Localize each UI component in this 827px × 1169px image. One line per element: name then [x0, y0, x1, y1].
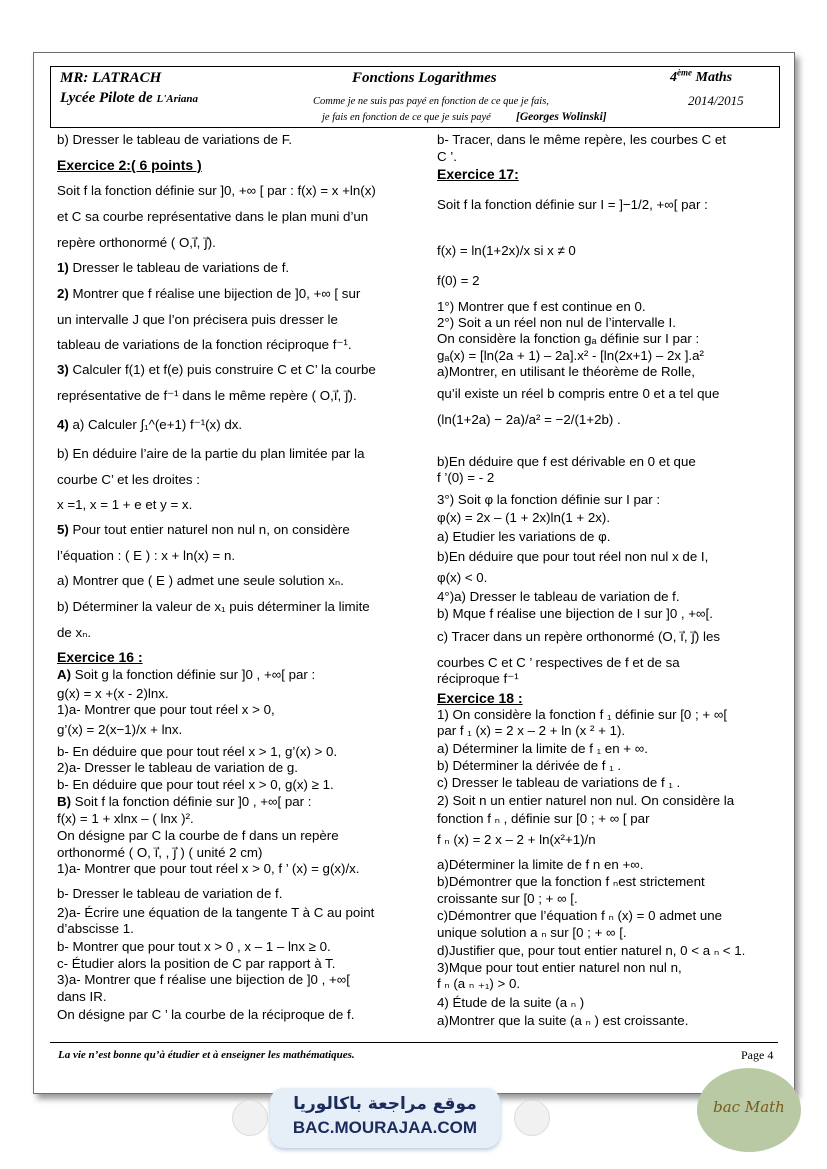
- left-line-text: et C sa courbe représentative dans le plan muni d’un: [57, 209, 369, 224]
- right-line-r10: [437, 364, 695, 380]
- left-line-text: b- Dresser le tableau de variation de f.: [57, 886, 283, 901]
- left-item-number: A): [57, 667, 72, 682]
- right-line-text: réciproque f⁻¹: [437, 671, 519, 686]
- right-line-r17: [437, 529, 610, 545]
- author-name: MR: LATRACH: [60, 70, 162, 86]
- left-line-text: 3)a- Montrer que f réalise une bijection de ]0 , +∞[: [57, 972, 350, 987]
- right-line-r20: [437, 589, 680, 605]
- school-main: Lycée Pilote de: [60, 90, 153, 106]
- left-line-text: l’équation : ( E ) : x + ln(x) = n.: [57, 548, 236, 563]
- left-line-text: repère orthonormé ( O,i⃗, j⃗).: [57, 235, 216, 250]
- right-line-r34: [437, 857, 643, 873]
- right-logo-icon: [514, 1100, 550, 1136]
- right-line-text: On considère la fonction gₐ définie sur I par :: [437, 331, 700, 346]
- right-line-text: φ(x) < 0.: [437, 570, 488, 585]
- left-line-l28: [57, 794, 312, 810]
- left-line-text: b- Montrer que pour tout x > 0 , x – 1 – lnx ≥ 0.: [57, 939, 331, 954]
- left-line-l0: [57, 132, 292, 148]
- right-line-r35: [437, 874, 705, 890]
- right-line-text: a) Etudier les variations de φ.: [437, 529, 611, 544]
- left-line-l19: [57, 625, 91, 641]
- left-item-number: B): [57, 794, 72, 809]
- right-line-r14: [437, 470, 494, 486]
- right-line-r22: [437, 629, 720, 645]
- left-line-l9: [57, 362, 376, 378]
- left-line-l22: [57, 686, 169, 702]
- right-line-text: fonction f ₙ , définie sur [0 ; + ∞ [ par: [437, 811, 650, 826]
- footer-rule: [50, 1042, 778, 1043]
- left-logo-icon: [232, 1100, 268, 1136]
- right-line-r4: [437, 243, 576, 259]
- left-line-l5: [57, 260, 289, 276]
- left-line-text: représentative de f⁻¹ dans le même repère ( O,i⃗, j⃗).: [57, 388, 357, 403]
- left-line-text: b- En déduire que pour tout réel x > 1, g’(x) > 0.: [57, 744, 338, 759]
- left-line-l24: [57, 722, 182, 738]
- right-line-r12: [437, 412, 621, 428]
- right-line-text: a)Déterminer la limite de f n en +∞.: [437, 857, 644, 872]
- left-line-text: de xₙ.: [57, 625, 92, 640]
- right-line-r26: [437, 707, 727, 723]
- right-line-r9: [437, 348, 704, 364]
- right-line-text: b)En déduire que f est dérivable en 0 et que: [437, 454, 696, 469]
- left-line-l14: [57, 497, 192, 513]
- right-line-r15: [437, 492, 660, 508]
- right-line-r36: [437, 891, 578, 907]
- left-line-text: b) Dresser le tableau de variations de F.: [57, 132, 293, 147]
- footer-motto: La vie n’est bonne qu’à étudier et à enseigner les mathématiques.: [58, 1049, 355, 1061]
- left-line-l7: [57, 312, 338, 328]
- left-line-text: 1)a- Montrer que pour tout réel x > 0,: [57, 702, 275, 717]
- left-line-text: b) Déterminer la valeur de x₁ puis déterminer la limite: [57, 599, 370, 614]
- right-line-r31: [437, 793, 734, 809]
- left-line-text: Pour tout entier naturel non nul n, on considère: [68, 522, 350, 537]
- left-line-l30: [57, 828, 339, 844]
- left-line-l1: [57, 157, 202, 173]
- school-name: [60, 90, 198, 107]
- right-line-text: c) Dresser le tableau de variations de f ₁ .: [437, 775, 681, 790]
- left-line-text: Dresser le tableau de variations de f.: [68, 260, 290, 275]
- right-line-text: par f ₁ (x) = 2 x – 2 + ln (x ² + 1).: [437, 723, 626, 738]
- right-line-r38: [437, 925, 627, 941]
- left-line-text: Calculer f(1) et f(e) puis construire C et C’ la courbe: [68, 362, 376, 377]
- right-line-r32: [437, 811, 650, 827]
- right-line-r28: [437, 741, 648, 757]
- left-line-l8: [57, 337, 352, 353]
- right-line-r18: [437, 549, 708, 565]
- right-line-text: 1°) Montrer que f est continue en 0.: [437, 299, 646, 314]
- left-line-text: a) Calculer ∫₁^(e+1) f⁻¹(x) dx.: [68, 417, 243, 432]
- left-line-l3: [57, 209, 368, 225]
- left-line-l4: [57, 235, 216, 251]
- left-line-text: c- Étudier alors la position de C par rapport à T.: [57, 956, 336, 971]
- right-line-text: 3°) Soit φ la fonction définie sur I par :: [437, 492, 661, 507]
- left-line-text: courbe C’ et les droites :: [57, 472, 200, 487]
- right-line-r2: [437, 166, 519, 182]
- right-line-text: 4) Étude de la suite (a ₙ ): [437, 995, 585, 1010]
- left-line-l32: [57, 861, 360, 877]
- right-line-text: (ln(1+2a) − 2a)/a² = −2/(1+2b) .: [437, 412, 621, 427]
- school-city: L'Ariana: [156, 93, 199, 105]
- left-line-text: orthonormé ( O, i⃗, , j⃗ ) ( unité 2 cm): [57, 845, 263, 860]
- left-line-text: b- En déduire que pour tout réel x > 0, g(x) ≥ 1.: [57, 777, 334, 792]
- left-line-l39: [57, 989, 107, 1005]
- right-line-r42: [437, 995, 584, 1011]
- right-line-r30: [437, 775, 680, 791]
- left-line-text: 2)a- Dresser le tableau de variation de g.: [57, 760, 298, 775]
- left-line-text: On désigne par C ’ la courbe de la réciproque de f.: [57, 1007, 355, 1022]
- right-line-text: C ’.: [437, 149, 457, 164]
- left-line-l13: [57, 472, 200, 488]
- left-line-l38: [57, 972, 350, 988]
- right-line-r21: [437, 606, 713, 622]
- left-line-l18: [57, 599, 370, 615]
- right-line-text: b) Mque f réalise une bijection de I sur ]0 , +∞[.: [437, 606, 713, 621]
- right-line-r6: [437, 299, 646, 315]
- left-line-text: tableau de variations de la fonction réciproque f⁻¹.: [57, 337, 352, 352]
- left-item-number: 2): [57, 286, 69, 301]
- left-line-text: b) En déduire l’aire de la partie du plan limitée par la: [57, 446, 365, 461]
- class-level: [670, 67, 733, 86]
- right-line-text: f ₙ (a ₙ ₊₁) > 0.: [437, 976, 521, 991]
- left-line-l15: [57, 522, 350, 538]
- right-line-r29: [437, 758, 621, 774]
- right-line-r19: [437, 570, 487, 586]
- left-line-text: Soit f la fonction définie sur ]0, +∞ [ par : f(x) = x +ln(x): [57, 183, 376, 198]
- level-word: Maths: [695, 70, 733, 85]
- right-line-text: b- Tracer, dans le même repère, les courbes C et: [437, 132, 726, 147]
- right-line-text: f(0) = 2: [437, 273, 480, 288]
- right-line-r24: [437, 671, 519, 687]
- left-line-text: g(x) = x +(x - 2)lnx.: [57, 686, 169, 701]
- document-title: Fonctions Logarithmes: [352, 70, 497, 86]
- left-item-number: 4): [57, 417, 69, 432]
- right-line-r0: [437, 132, 726, 148]
- right-line-text: b) Déterminer la dérivée de f ₁ .: [437, 758, 622, 773]
- left-line-l6: [57, 286, 360, 302]
- right-line-text: φ(x) = 2x – (1 + 2x)ln(1 + 2x).: [437, 510, 611, 525]
- right-line-text: Soit f la fonction définie sur I = ]−1/2, +∞[ par :: [437, 197, 708, 212]
- left-line-l25: [57, 744, 337, 760]
- right-line-text: 3)Mque pour tout entier naturel non nul n,: [437, 960, 682, 975]
- right-line-text: c) Tracer dans un repère orthonormé (O, i⃗, j⃗) les: [437, 629, 721, 644]
- right-line-r43: [437, 1013, 688, 1029]
- left-line-l29: [57, 811, 194, 827]
- right-line-text: d)Justifier que, pour tout entier naturel n, 0 < a ₙ < 1.: [437, 943, 746, 958]
- right-line-r16: [437, 510, 610, 526]
- left-line-l23: [57, 702, 275, 718]
- left-line-text: f(x) = 1 + xlnx – ( lnx )².: [57, 811, 194, 826]
- level-sup: ème: [677, 67, 692, 78]
- left-line-text: d’abscisse 1.: [57, 921, 134, 936]
- left-line-l35: [57, 921, 134, 937]
- right-line-text: gₐ(x) = [ln(2a + 1) – 2a].x² - [ln(2x+1) – 2x ].a²: [437, 348, 704, 363]
- level-num: 4: [670, 70, 677, 85]
- left-item-number: 1): [57, 260, 69, 275]
- right-line-text: b)Démontrer que la fonction f ₙest strictement: [437, 874, 705, 889]
- right-line-text: 1) On considère la fonction f ₁ définie sur [0 ; + ∞[: [437, 707, 728, 722]
- school-year: 2014/2015: [688, 93, 744, 108]
- page-number: Page 4: [741, 1048, 774, 1062]
- right-line-r37: [437, 908, 722, 924]
- left-line-l31: [57, 845, 262, 861]
- left-line-l2: [57, 183, 376, 199]
- left-line-l27: [57, 777, 334, 793]
- left-line-text: g’(x) = 2(x−1)/x + lnx.: [57, 722, 183, 737]
- left-line-text: a) Montrer que ( E ) admet une seule solution xₙ.: [57, 573, 344, 588]
- left-line-text: Soit g la fonction définie sur ]0 , +∞[ par :: [71, 667, 316, 682]
- left-line-text: x =1, x = 1 + e et y = x.: [57, 497, 193, 512]
- right-line-text: a)Montrer que la suite (a ₙ ) est croissante.: [437, 1013, 689, 1028]
- right-line-text: a) Déterminer la limite de f ₁ en + ∞.: [437, 741, 648, 756]
- right-line-text: c)Démontrer que l’équation f ₙ (x) = 0 admet une: [437, 908, 723, 923]
- right-line-text: Exercice 18 :: [437, 690, 523, 706]
- right-line-text: f(x) = ln(1+2x)/x si x ≠ 0: [437, 243, 576, 258]
- banner-domain: BAC.MOURAJAA.COM: [292, 1118, 478, 1137]
- right-line-r8: [437, 331, 699, 347]
- right-line-r33: [437, 832, 596, 848]
- left-line-l10: [57, 388, 357, 404]
- left-line-text: un intervalle J que l’on précisera puis dresser le: [57, 312, 338, 327]
- quote-line-1: Comme je ne suis pas payé en fonction de ce que je fais,: [313, 96, 549, 107]
- right-line-text: unique solution a ₙ sur [0 ; + ∞ [.: [437, 925, 627, 940]
- right-line-text: f ’(0) = - 2: [437, 470, 495, 485]
- left-line-text: Montrer que f réalise une bijection de ]0, +∞ [ sur: [68, 286, 361, 301]
- left-item-number: 5): [57, 522, 69, 537]
- right-line-r41: [437, 976, 520, 992]
- right-line-r23: [437, 655, 680, 671]
- left-line-text: 2)a- Écrire une équation de la tangente T à C au point: [57, 905, 375, 920]
- quote-line-2: je fais en fonction de ce que je suis payé: [322, 112, 491, 123]
- left-line-l21: [57, 667, 315, 683]
- right-line-r5: [437, 273, 480, 289]
- left-line-l20: [57, 649, 143, 665]
- left-line-l36: [57, 939, 331, 955]
- banner-arabic: موقع مراجعة باكالوريا: [293, 1094, 477, 1114]
- left-line-text: 1)a- Montrer que pour tout réel x > 0, f ’ (x) = g(x)/x.: [57, 861, 360, 876]
- left-line-l40: [57, 1007, 354, 1023]
- right-line-text: Exercice 17:: [437, 166, 519, 182]
- right-line-text: courbes C et C ’ respectives de f et de sa: [437, 655, 680, 670]
- left-item-number: 3): [57, 362, 69, 377]
- left-line-l11: [57, 417, 242, 433]
- left-line-l12: [57, 446, 364, 462]
- left-line-text: Soit f la fonction définie sur ]0 , +∞[ par :: [71, 794, 312, 809]
- left-line-text: Exercice 2:( 6 points ): [57, 157, 202, 173]
- right-line-text: 4°)a) Dresser le tableau de variation de f.: [437, 589, 680, 604]
- right-line-r27: [437, 723, 625, 739]
- right-line-text: qu’il existe un réel b compris entre 0 et a tel que: [437, 386, 720, 401]
- site-banner[interactable]: [270, 1088, 500, 1148]
- right-line-r25: [437, 690, 523, 706]
- right-line-r40: [437, 960, 682, 976]
- right-line-r7: [437, 315, 676, 331]
- left-line-l33: [57, 886, 282, 902]
- left-line-text: dans IR.: [57, 989, 107, 1004]
- left-line-l16: [57, 548, 235, 564]
- right-line-text: f ₙ (x) = 2 x – 2 + ln(x²+1)/n: [437, 832, 596, 847]
- left-line-text: On désigne par C la courbe de f dans un repère: [57, 828, 339, 843]
- left-line-l26: [57, 760, 298, 776]
- bac-math-logo: [697, 1068, 801, 1152]
- right-line-r11: [437, 386, 719, 402]
- left-line-text: Exercice 16 :: [57, 649, 143, 665]
- right-line-r1: [437, 149, 457, 165]
- right-line-text: 2°) Soit a un réel non nul de l’intervalle I.: [437, 315, 676, 330]
- right-line-r39: [437, 943, 745, 959]
- right-line-r13: [437, 454, 696, 470]
- right-line-text: b)En déduire que pour tout réel non nul x de I,: [437, 549, 709, 564]
- left-line-l34: [57, 905, 374, 921]
- left-line-l17: [57, 573, 344, 589]
- right-line-r3: [437, 197, 708, 213]
- right-line-text: croissante sur [0 ; + ∞ [.: [437, 891, 578, 906]
- quote-author: [Georges Wolinski]: [516, 111, 607, 123]
- right-line-text: 2) Soit n un entier naturel non nul. On considère la: [437, 793, 735, 808]
- right-line-text: a)Montrer, en utilisant le théorème de Rolle,: [437, 364, 695, 379]
- left-line-l37: [57, 956, 335, 972]
- bac-math-logo-text: bac Math: [713, 1098, 785, 1116]
